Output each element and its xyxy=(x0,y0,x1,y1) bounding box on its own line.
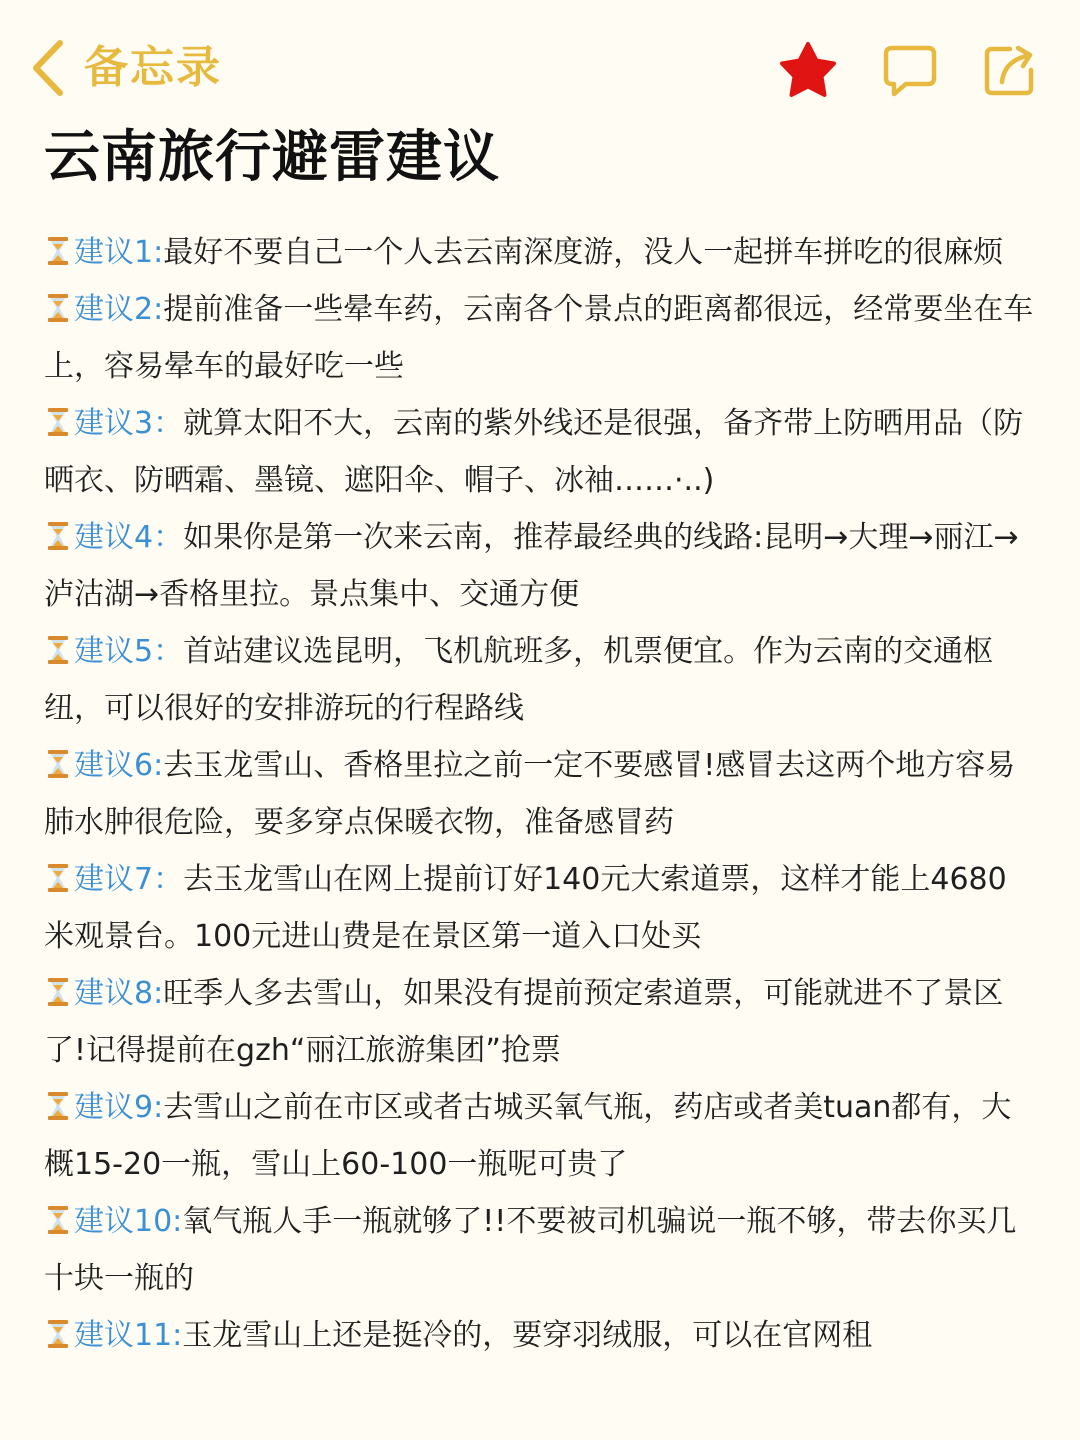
tip-item xyxy=(44,224,1036,281)
tip-item xyxy=(44,737,1036,851)
tip-item xyxy=(44,395,1036,509)
tip-text: 提前准备一些晕车药，云南各个景点的距离都很远，经常要坐在车上，容易晕车的最好吃一些 xyxy=(44,292,1034,384)
tip-text: 去雪山之前在市区或者古城买氧气瓶，药店或者美tuan都有，大概15-20一瓶，雪山上60-100一瓶呢可贵了 xyxy=(44,1090,1012,1182)
hourglass-icon xyxy=(44,1205,72,1235)
tip-label: 建议4： xyxy=(74,520,184,555)
tip-item xyxy=(44,1193,1036,1307)
page-title: 云南旅行避雷建议 xyxy=(44,125,500,190)
tip-text: 就算太阳不大，云南的紫外线还是很强，备齐带上防晒用品（防晒衣、防晒霜、墨镜、遮阳伞、帽子、冰袖……·..) xyxy=(44,406,1024,498)
share-button[interactable] xyxy=(980,40,1040,100)
top-bar xyxy=(0,0,1080,120)
tip-item xyxy=(44,1307,1036,1364)
hourglass-icon xyxy=(44,236,72,266)
tip-label: 建议6: xyxy=(74,748,164,783)
hourglass-icon xyxy=(44,1319,72,1349)
hourglass-icon xyxy=(44,863,72,893)
comment-icon xyxy=(880,40,940,100)
tip-item xyxy=(44,1079,1036,1193)
hourglass-icon xyxy=(44,293,72,323)
tip-label: 建议11: xyxy=(74,1318,183,1353)
back-button[interactable] xyxy=(30,36,222,100)
tip-label: 建议9: xyxy=(74,1090,164,1125)
favorite-button[interactable] xyxy=(778,40,838,100)
tip-label: 建议1: xyxy=(74,235,164,270)
tip-text: 最好不要自己一个人去云南深度游，没人一起拼车拼吃的很麻烦 xyxy=(163,235,1004,270)
tip-text: 首站建议选昆明，飞机航班多，机票便宜。作为云南的交通枢纽，可以很好的安排游玩的行程路线 xyxy=(44,634,994,726)
tip-label: 建议8: xyxy=(74,976,164,1011)
chevron-left-icon xyxy=(30,39,66,97)
tip-item xyxy=(44,965,1036,1079)
share-icon xyxy=(980,40,1040,100)
tip-text: 如果你是第一次来云南，推荐最经典的线路:昆明→大理→丽江→泸沽湖→香格里拉。景点集中、交通方便 xyxy=(44,520,1019,612)
back-label: 备忘录 xyxy=(84,42,222,93)
hourglass-icon xyxy=(44,521,72,551)
tip-label: 建议2: xyxy=(74,292,164,327)
hourglass-icon xyxy=(44,407,72,437)
tip-item xyxy=(44,509,1036,623)
tip-text: 旺季人多去雪山，如果没有提前预定索道票，可能就进不了景区了!记得提前在gzh“丽江旅游集团”抢票 xyxy=(44,976,1004,1068)
hourglass-icon xyxy=(44,749,72,779)
hourglass-icon xyxy=(44,635,72,665)
tip-label: 建议5： xyxy=(74,634,184,669)
tip-label: 建议7： xyxy=(74,862,184,897)
tip-label: 建议10: xyxy=(74,1204,183,1239)
tips-list xyxy=(44,224,1036,1364)
hourglass-icon xyxy=(44,1091,72,1121)
tip-item xyxy=(44,851,1036,965)
comment-button[interactable] xyxy=(880,40,940,100)
tip-label: 建议3： xyxy=(74,406,184,441)
tip-text: 去玉龙雪山在网上提前订好140元大索道票，这样才能上4680米观景台。100元进山费是在景区第一道入口处买 xyxy=(44,862,1007,954)
hourglass-icon xyxy=(44,977,72,1007)
tip-text: 去玉龙雪山、香格里拉之前一定不要感冒!感冒去这两个地方容易肺水肿很危险，要多穿点保暖衣物，准备感冒药 xyxy=(44,748,1016,840)
tip-text: 氧气瓶人手一瓶就够了!!不要被司机骗说一瓶不够，带去你买几十块一瓶的 xyxy=(44,1204,1017,1296)
star-icon xyxy=(778,40,838,100)
tip-item xyxy=(44,623,1036,737)
tip-text: 玉龙雪山上还是挺冷的，要穿羽绒服，可以在官网租 xyxy=(182,1318,873,1353)
tip-item xyxy=(44,281,1036,395)
